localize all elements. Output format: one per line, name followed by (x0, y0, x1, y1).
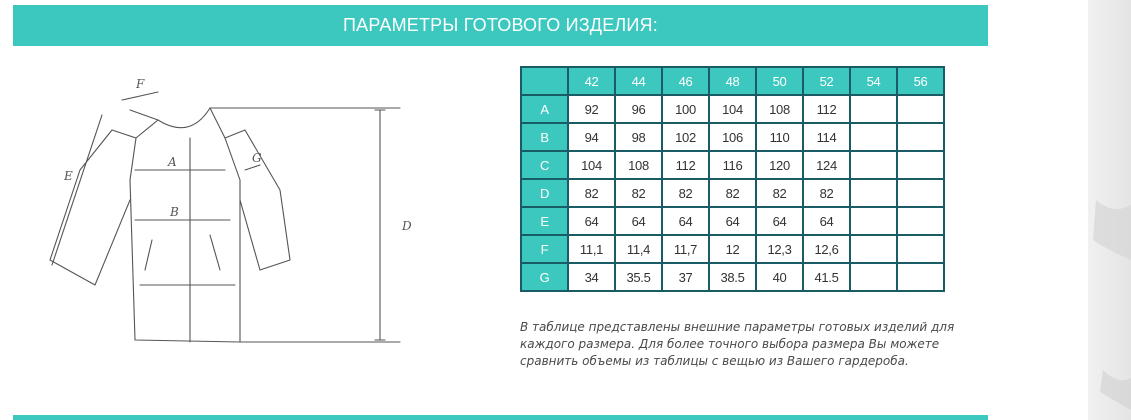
brush-stroke-decoration (1088, 0, 1131, 420)
table-cell: 96 (615, 95, 662, 123)
table-corner (521, 67, 568, 95)
table-cell: 94 (568, 123, 615, 151)
label-g: G (252, 151, 262, 165)
row-label: F (521, 235, 568, 263)
size-table (520, 66, 945, 292)
table-cell: 114 (803, 123, 850, 151)
table-cell (850, 263, 897, 291)
size-header: 46 (662, 67, 709, 95)
table-cell: 64 (756, 207, 803, 235)
table-cell: 98 (615, 123, 662, 151)
table-cell: 64 (662, 207, 709, 235)
table-cell: 12,3 (756, 235, 803, 263)
row-label: D (521, 179, 568, 207)
table-cell: 112 (662, 151, 709, 179)
table-row (521, 123, 944, 151)
size-header: 56 (897, 67, 944, 95)
table-cell (850, 207, 897, 235)
row-label: G (521, 263, 568, 291)
label-d: D (402, 219, 412, 233)
table-cell: 64 (615, 207, 662, 235)
coat-measurement-sketch (40, 70, 420, 360)
table-header-row (521, 67, 944, 95)
table-cell: 11,4 (615, 235, 662, 263)
label-f: F (136, 77, 145, 91)
table-cell: 104 (709, 95, 756, 123)
table-cell: 82 (568, 179, 615, 207)
table-cell: 40 (756, 263, 803, 291)
table-cell: 100 (662, 95, 709, 123)
table-row (521, 179, 944, 207)
size-header: 42 (568, 67, 615, 95)
table-row (521, 207, 944, 235)
bottom-accent-bar (13, 415, 988, 420)
table-cell: 82 (756, 179, 803, 207)
table-cell: 37 (662, 263, 709, 291)
table-cell (897, 151, 944, 179)
table-cell: 120 (756, 151, 803, 179)
table-cell: 11,7 (662, 235, 709, 263)
table-cell: 64 (568, 207, 615, 235)
table-cell: 38.5 (709, 263, 756, 291)
size-header: 54 (850, 67, 897, 95)
table-row (521, 263, 944, 291)
label-b: B (170, 205, 179, 219)
table-cell: 110 (756, 123, 803, 151)
table-cell: 108 (615, 151, 662, 179)
page-title-bar (13, 5, 988, 46)
size-header: 44 (615, 67, 662, 95)
table-cell: 11,1 (568, 235, 615, 263)
background-decoration (1088, 0, 1131, 420)
table-cell: 104 (568, 151, 615, 179)
page-title: ПАРАМЕТРЫ ГОТОВОГО ИЗДЕЛИЯ: (343, 15, 658, 35)
table-cell: 82 (803, 179, 850, 207)
table-cell: 82 (615, 179, 662, 207)
table-cell: 82 (709, 179, 756, 207)
table-cell: 64 (803, 207, 850, 235)
table-row (521, 151, 944, 179)
table-cell: 12,6 (803, 235, 850, 263)
table-row (521, 235, 944, 263)
table-cell: 108 (756, 95, 803, 123)
label-e: E (64, 169, 73, 183)
table-cell (850, 95, 897, 123)
row-label: A (521, 95, 568, 123)
table-cell: 116 (709, 151, 756, 179)
table-cell: 106 (709, 123, 756, 151)
row-label: E (521, 207, 568, 235)
table-row (521, 95, 944, 123)
size-header: 48 (709, 67, 756, 95)
table-cell: 92 (568, 95, 615, 123)
table-cell (850, 235, 897, 263)
table-cell: 12 (709, 235, 756, 263)
table-cell: 35.5 (615, 263, 662, 291)
table-cell: 41.5 (803, 263, 850, 291)
table-cell (850, 151, 897, 179)
table-cell (897, 95, 944, 123)
row-label: B (521, 123, 568, 151)
table-cell (897, 263, 944, 291)
size-note: В таблице представлены внешние параметры готовых изделий для каждого размера. Для более точного выбора размера Вы можете сравнить объемы из таблицы с вещью из Вашего гардероба. (520, 320, 955, 368)
table-cell (897, 179, 944, 207)
size-header: 50 (756, 67, 803, 95)
row-label: C (521, 151, 568, 179)
table-cell: 64 (709, 207, 756, 235)
table-cell: 124 (803, 151, 850, 179)
table-cell: 112 (803, 95, 850, 123)
table-cell (897, 207, 944, 235)
table-cell (897, 235, 944, 263)
table-cell (850, 179, 897, 207)
table-cell: 102 (662, 123, 709, 151)
table-cell (850, 123, 897, 151)
table-cell: 82 (662, 179, 709, 207)
table-cell: 34 (568, 263, 615, 291)
table-cell (897, 123, 944, 151)
label-a: A (168, 155, 177, 169)
size-header: 52 (803, 67, 850, 95)
